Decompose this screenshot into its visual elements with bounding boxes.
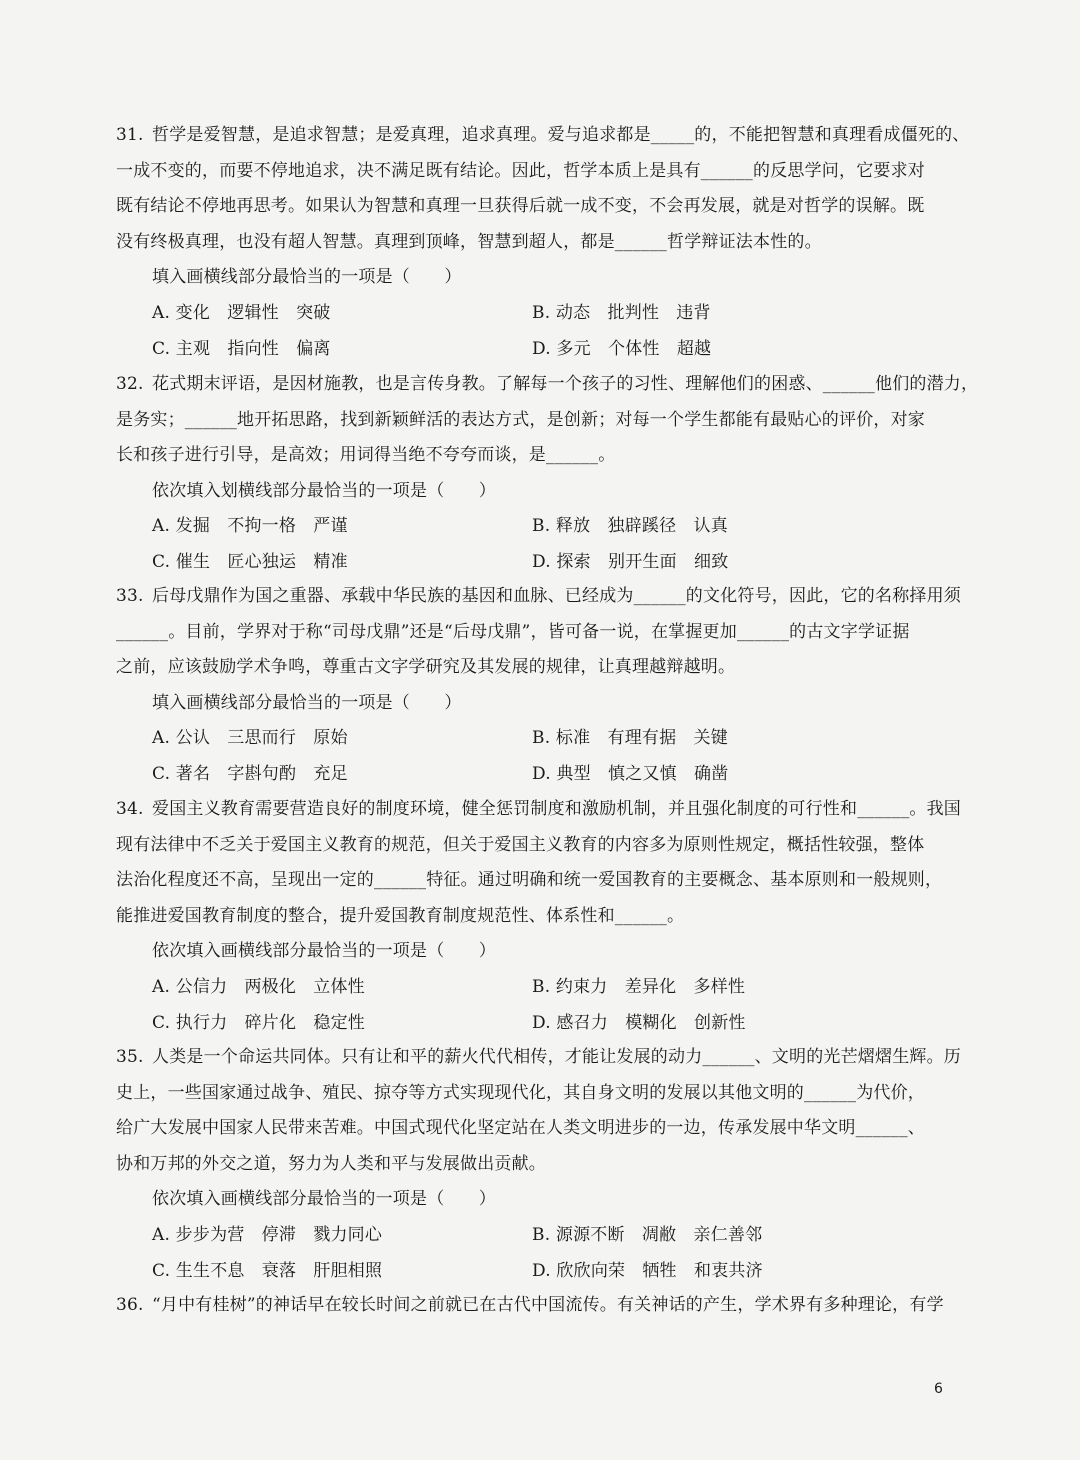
- question-text-line: 能推进爱国教育制度的整合，提升爱国教育制度规范性、体系性和______。: [116, 905, 685, 926]
- options-row: [116, 332, 976, 368]
- option-d: D. 欣欣向荣 牺牲 和衷共济: [532, 1260, 763, 1281]
- question-number: 31.: [116, 125, 144, 145]
- option-d: D. 探索 别开生面 细致: [532, 551, 729, 572]
- question-36: [116, 1288, 976, 1324]
- question-text-line: 史上，一些国家通过战争、殖民、掠夺等方式实现现代化，其自身文明的发展以其他文明的______为代价，: [116, 1082, 925, 1103]
- question-text-line: 一成不变的，而要不停地追求，决不满足既有结论。因此，哲学本质上是具有______的反思学问，它要求对: [116, 160, 925, 181]
- option-b: B. 标准 有理有据 关键: [532, 728, 728, 749]
- question-prompt: 依次填入画横线部分最恰当的一项是（ ）: [152, 1189, 496, 1210]
- page-number: 6: [934, 1381, 943, 1397]
- question-text-line: 爱国主义教育需要营造良好的制度环境，健全惩罚制度和激励机制，并且强化制度的可行性和______。我国: [152, 799, 961, 819]
- option-c: C. 生生不息 衰落 肝胆相照: [152, 1260, 383, 1281]
- question-number: 32.: [116, 374, 144, 394]
- option-b: B. 动态 批判性 违背: [532, 302, 711, 323]
- question-text-line: 没有终极真理，也没有超人智慧。真理到顶峰，智慧到超人，都是______哲学辩证法本性的。: [116, 231, 822, 252]
- option-a: A. 公信力 两极化 立体性: [152, 976, 365, 997]
- options-row: [116, 970, 976, 1006]
- option-a: A. 公认 三思而行 原始: [152, 728, 348, 749]
- options-row: [116, 1218, 976, 1254]
- options-row: [116, 721, 976, 757]
- option-b: B. 释放 独辟蹊径 认真: [532, 516, 728, 537]
- question-text-line: 现有法律中不乏关于爱国主义教育的规范，但关于爱国主义教育的内容多为原则性规定，概括性较强，整体: [116, 834, 925, 855]
- question-text-line: 既有结论不停地再思考。如果认为智慧和真理一旦获得后就一成不变，不会再发展，就是对哲学的误解。既: [116, 196, 925, 217]
- question-text-line: 长和孩子进行引导，是高效；用词得当绝不夸夸而谈，是______。: [116, 445, 616, 466]
- option-c: C. 著名 字斟句酌 充足: [152, 763, 348, 784]
- options-row: [116, 1006, 976, 1042]
- option-a: A. 发掘 不拘一格 严谨: [152, 516, 348, 537]
- question-text-line: 给广大发展中国家人民带来苦难。中国式现代化坚定站在人类文明进步的一边，传承发展中华文明______、: [116, 1118, 925, 1139]
- question-35: [116, 1040, 976, 1289]
- question-34: [116, 792, 976, 1041]
- option-d: D. 感召力 模糊化 创新性: [532, 1012, 746, 1033]
- question-number: 36.: [116, 1295, 144, 1315]
- question-31: [116, 118, 976, 367]
- question-text-line: 是务实；______地开拓思路，找到新颖鲜活的表达方式，是创新；对每一个学生都能有最贴心的评价，对家: [116, 409, 925, 430]
- option-b: B. 约束力 差异化 多样性: [532, 976, 746, 997]
- options-row: [116, 1254, 976, 1290]
- question-text-line: 人类是一个命运共同体。只有让和平的薪火代代相传，才能让发展的动力______、文明的光芒熠熠生辉。历: [152, 1047, 961, 1067]
- question-prompt: 依次填入画横线部分最恰当的一项是（ ）: [152, 941, 496, 962]
- options-row: [116, 545, 976, 581]
- question-number: 35.: [116, 1047, 144, 1067]
- question-text-line: 哲学是爱智慧，是追求智慧；是爱真理，追求真理。爱与追求都是_____的，不能把智慧和真理看成僵死的、: [152, 125, 970, 145]
- question-text-line: ______。目前，学界对于称“司母戊鼎”还是“后母戊鼎”，皆可备一说，在掌握更加______的古文字学证据: [116, 621, 910, 642]
- option-c: C. 执行力 碎片化 稳定性: [152, 1012, 366, 1033]
- options-row: [116, 509, 976, 545]
- question-text-line: 协和万邦的外交之道，努力为人类和平与发展做出贡献。: [116, 1153, 546, 1174]
- question-text-line: 花式期末评语，是因材施教，也是言传身教。了解每一个孩子的习性、理解他们的困惑、______他们的潜力，: [152, 374, 979, 394]
- question-prompt: 填入画横线部分最恰当的一项是（ ）: [152, 692, 462, 713]
- question-text-line: 之前，应该鼓励学术争鸣，尊重古文字学研究及其发展的规律，让真理越辩越明。: [116, 657, 736, 678]
- option-a: A. 变化 逻辑性 突破: [152, 302, 331, 323]
- question-prompt: 填入画横线部分最恰当的一项是（ ）: [152, 267, 462, 288]
- options-row: [116, 296, 976, 332]
- option-c: C. 主观 指向性 偏离: [152, 338, 331, 359]
- question-text-line: 法治化程度还不高，呈现出一定的______特征。通过明确和统一爱国教育的主要概念、基本原则和一般规则，: [116, 870, 943, 891]
- option-d: D. 多元 个体性 超越: [532, 338, 712, 359]
- option-b: B. 源源不断 凋敝 亲仁善邻: [532, 1224, 763, 1245]
- options-row: [116, 757, 976, 793]
- question-32: [116, 367, 979, 581]
- option-d: D. 典型 慎之又慎 确凿: [532, 763, 729, 784]
- question-text-line: “月中有桂树”的神话早在较长时间之前就已在古代中国流传。有关神话的产生，学术界有多种理论，有学: [152, 1295, 944, 1315]
- question-number: 33.: [116, 586, 144, 606]
- question-prompt: 依次填入划横线部分最恰当的一项是（ ）: [152, 480, 496, 501]
- question-text-line: 后母戊鼎作为国之重器、承载中华民族的基因和血脉、已经成为______的文化符号，因此，它的名称择用须: [152, 586, 961, 606]
- option-c: C. 催生 匠心独运 精准: [152, 551, 348, 572]
- option-a: A. 步步为营 停滞 戮力同心: [152, 1224, 383, 1245]
- question-number: 34.: [116, 799, 144, 819]
- question-33: [116, 579, 976, 793]
